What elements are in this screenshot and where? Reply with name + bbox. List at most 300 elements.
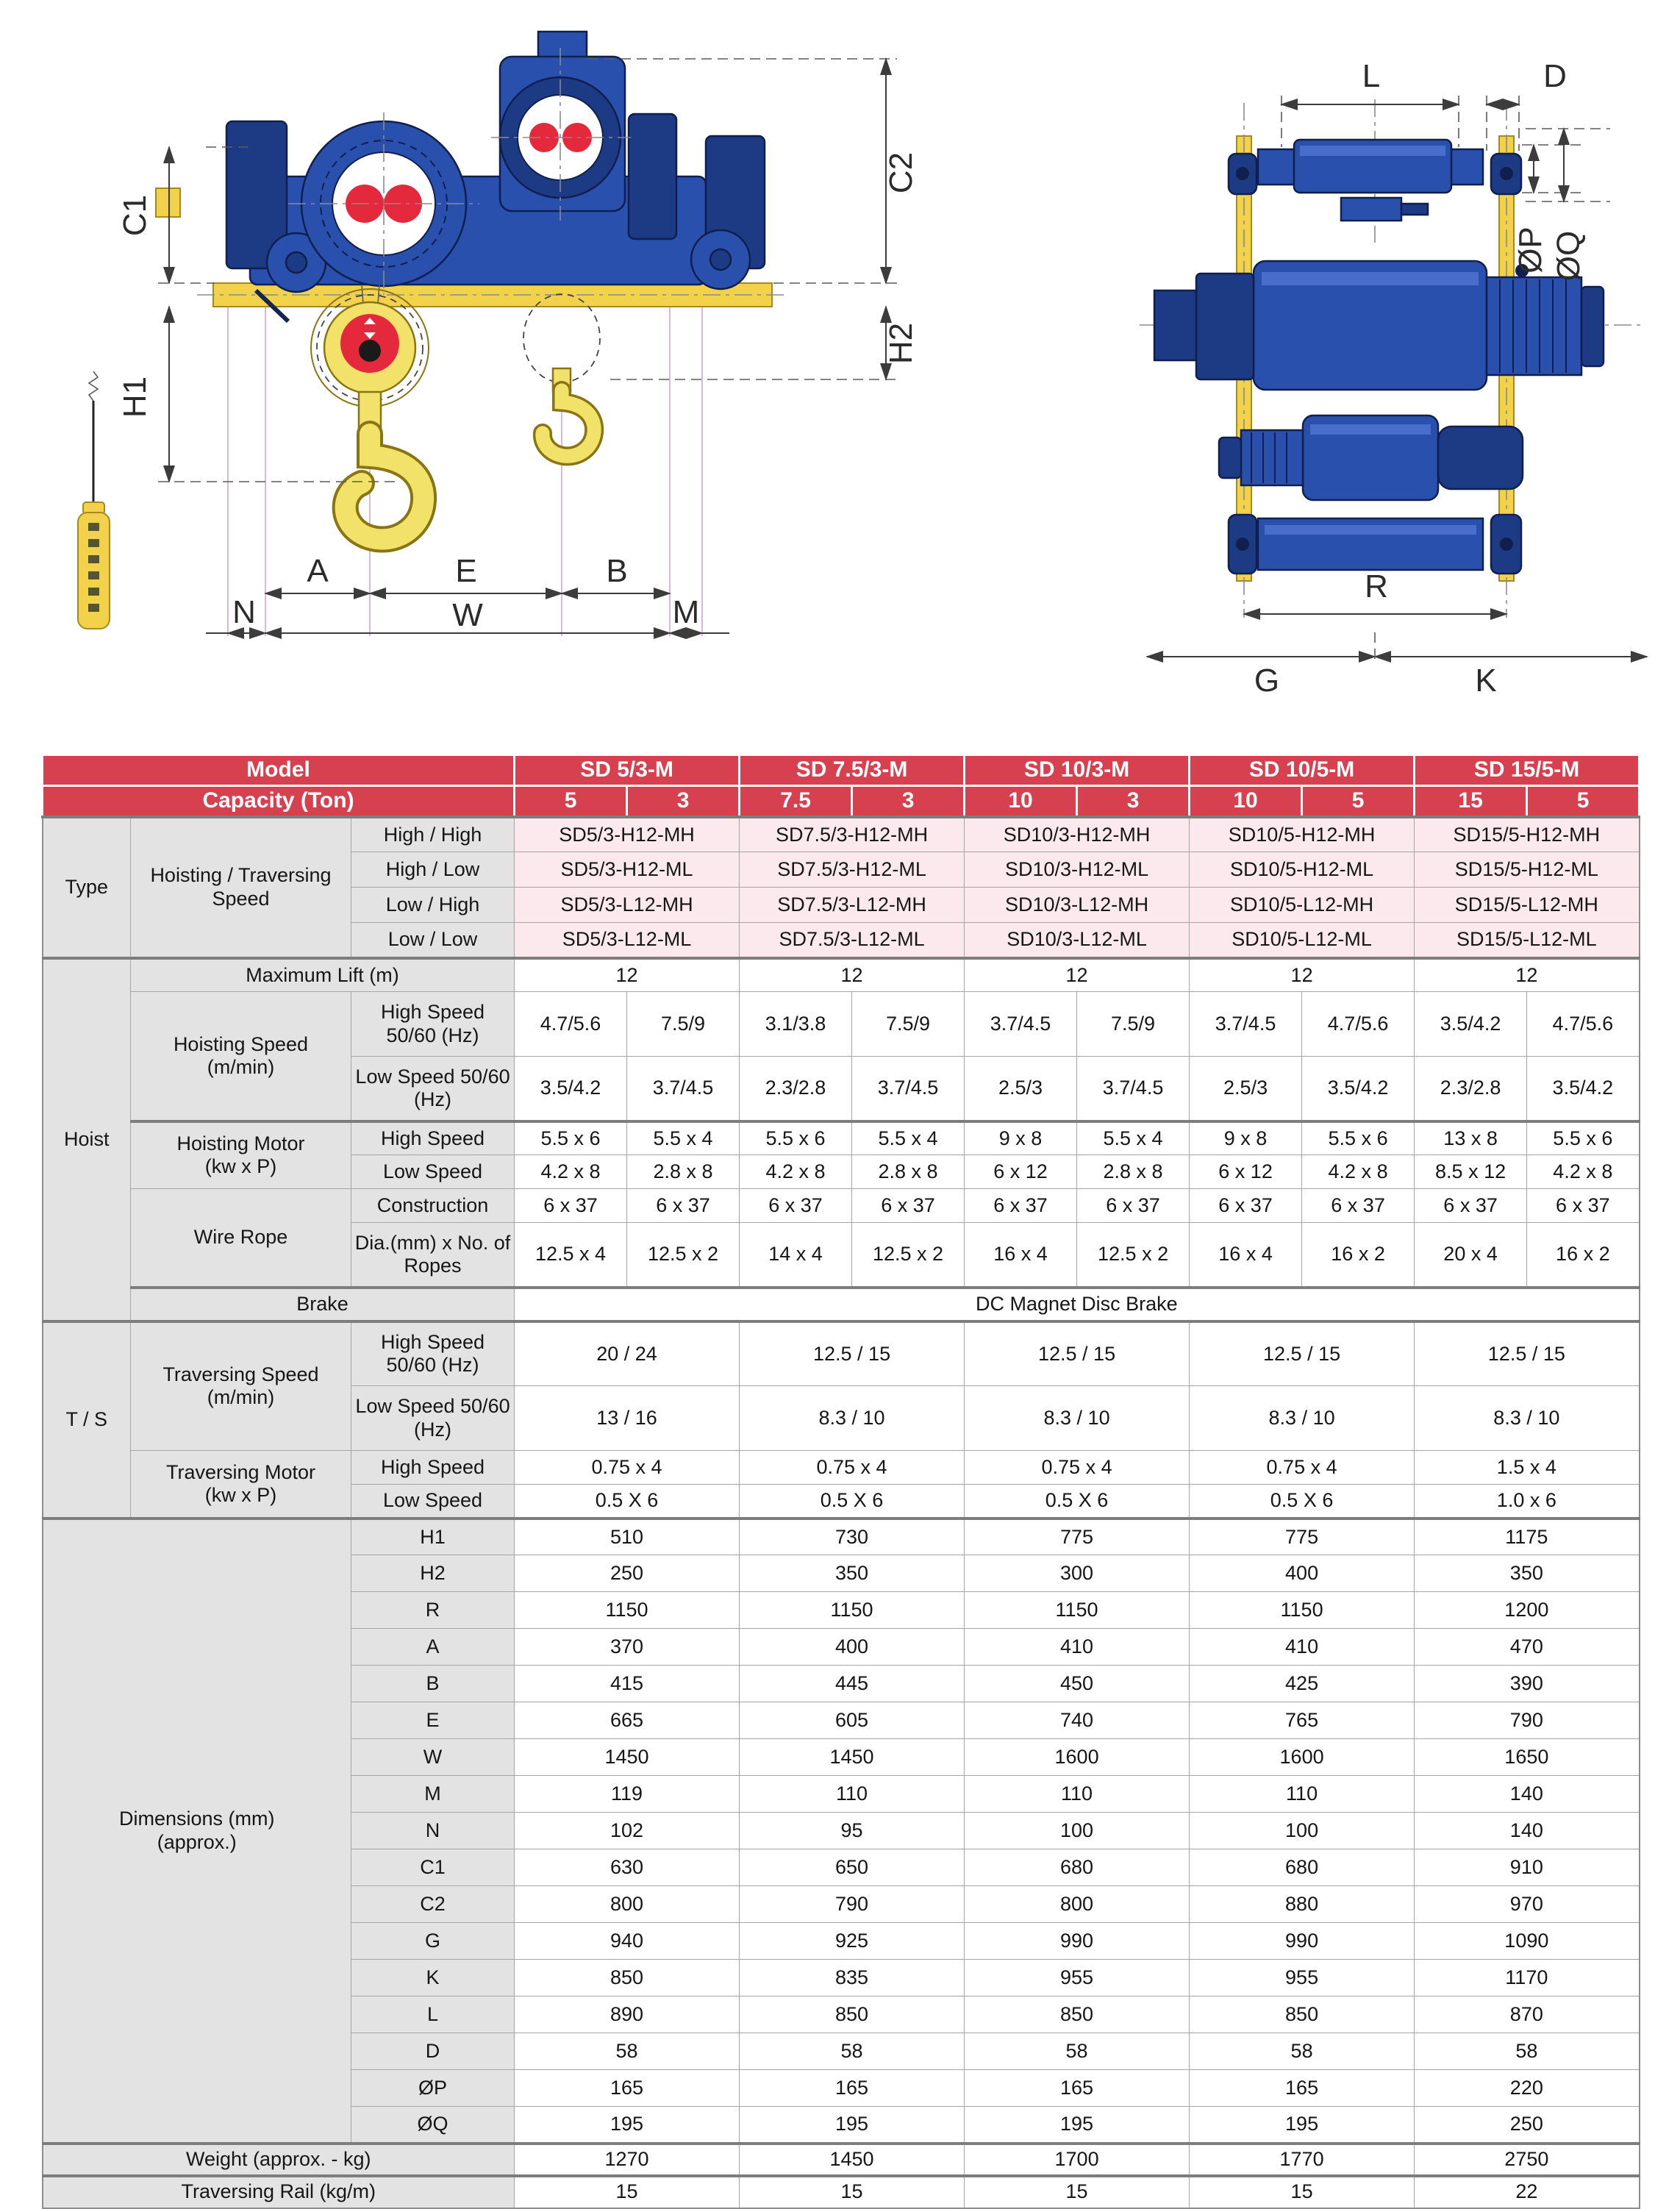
spec-value: 8.3 / 10 bbox=[1415, 1386, 1640, 1451]
rail-value: 15 bbox=[740, 2176, 965, 2208]
type-code: SD10/3-L12-MH bbox=[965, 888, 1190, 923]
rail-value: 22 bbox=[1415, 2176, 1640, 2208]
dim-label-a: A bbox=[307, 553, 329, 589]
spec-value: 16 x 4 bbox=[1190, 1223, 1302, 1288]
dim-value: 1175 bbox=[1415, 1519, 1640, 1555]
dim-value: 165 bbox=[1190, 2070, 1415, 2107]
dim-value: 1600 bbox=[965, 1739, 1190, 1776]
dim-label-e: E bbox=[455, 553, 477, 589]
capacity-value: 10 bbox=[1190, 786, 1302, 817]
dim-value: 630 bbox=[515, 1849, 740, 1886]
rail-value: 15 bbox=[515, 2176, 740, 2208]
dim-row-label: W bbox=[351, 1739, 515, 1776]
dim-value: 1150 bbox=[515, 1592, 740, 1629]
spec-value: 6 x 37 bbox=[515, 1189, 627, 1223]
specification-table bbox=[41, 754, 1640, 2209]
spec-value: 3.5/4.2 bbox=[1302, 1057, 1415, 1121]
capacity-header-row bbox=[43, 786, 1640, 817]
dim-value: 110 bbox=[740, 1776, 965, 1813]
type-code: SD10/5-L12-ML bbox=[1190, 923, 1415, 958]
dim-value: 730 bbox=[740, 1519, 965, 1555]
dim-value: 650 bbox=[740, 1849, 965, 1886]
spec-value: 8.3 / 10 bbox=[965, 1386, 1190, 1451]
dim-row-label: ØP bbox=[351, 2070, 515, 2107]
type-code: SD10/5-H12-MH bbox=[1190, 817, 1415, 852]
type-code: SD7.5/3-H12-MH bbox=[740, 817, 965, 852]
weight-value: 1270 bbox=[515, 2144, 740, 2176]
dim-value: 250 bbox=[515, 1555, 740, 1592]
spec-value: 0.75 x 4 bbox=[740, 1451, 965, 1485]
dim-value: 1150 bbox=[965, 1592, 1190, 1629]
dim-value: 510 bbox=[515, 1519, 740, 1555]
dim-value: 445 bbox=[740, 1666, 965, 1702]
dim-value: 1450 bbox=[740, 1739, 965, 1776]
dim-value: 102 bbox=[515, 1813, 740, 1849]
dim-label-m: M bbox=[672, 594, 700, 630]
dim-value: 870 bbox=[1415, 1996, 1640, 2033]
spec-value: 1.5 x 4 bbox=[1415, 1451, 1640, 1485]
dim-row-label: L bbox=[351, 1996, 515, 2033]
dim-value: 990 bbox=[1190, 1923, 1415, 1960]
dim-value: 990 bbox=[965, 1923, 1190, 1960]
group-label-line2: (kw x P) bbox=[204, 1155, 277, 1178]
row-label: Dia.(mm) x No. of Ropes bbox=[351, 1223, 515, 1288]
model-header-row bbox=[43, 755, 1640, 786]
spec-value: 6 x 37 bbox=[627, 1189, 740, 1223]
dim-value: 775 bbox=[1190, 1519, 1415, 1555]
dim-value: 800 bbox=[965, 1886, 1190, 1923]
type-code: SD15/5-L12-MH bbox=[1415, 888, 1640, 923]
spec-value: 12.5 x 2 bbox=[1077, 1223, 1190, 1288]
spec-value: 6 x 12 bbox=[1190, 1155, 1302, 1189]
capacity-value: 5 bbox=[1302, 786, 1415, 817]
wire-rope-construction-row bbox=[43, 1189, 1640, 1223]
dimension-row bbox=[43, 1519, 1640, 1555]
dim-label-c1: C1 bbox=[117, 194, 153, 237]
type-code: SD10/3-H12-ML bbox=[965, 852, 1190, 888]
type-code: SD5/3-L12-MH bbox=[515, 888, 740, 923]
type-row bbox=[43, 817, 1640, 852]
capacity-value: 3 bbox=[852, 786, 965, 817]
spec-value: 9 x 8 bbox=[965, 1121, 1077, 1155]
dim-label-h2: H2 bbox=[883, 322, 919, 365]
group-label-wire-rope: Wire Rope bbox=[131, 1189, 351, 1288]
group-label-line2: (kw x P) bbox=[204, 1483, 277, 1506]
dim-value: 220 bbox=[1415, 2070, 1640, 2107]
upper-sheave-housing bbox=[491, 32, 631, 221]
traverse-drive-assembly bbox=[1219, 415, 1523, 500]
spec-value: 2.8 x 8 bbox=[1077, 1155, 1190, 1189]
spec-value: 4.2 x 8 bbox=[1527, 1155, 1640, 1189]
dim-value: 665 bbox=[515, 1702, 740, 1739]
spec-value: 14 x 4 bbox=[740, 1223, 852, 1288]
pendant-controller bbox=[78, 371, 110, 629]
hoist-body bbox=[156, 32, 765, 321]
group-label-line1: Hoisting Speed bbox=[173, 1032, 309, 1055]
dim-row-label: E bbox=[351, 1702, 515, 1739]
dim-row-label: H2 bbox=[351, 1555, 515, 1592]
row-label: Low / Low bbox=[351, 923, 515, 958]
dim-value: 410 bbox=[965, 1629, 1190, 1666]
group-label bbox=[131, 1321, 351, 1451]
hoist-top-view-diagram bbox=[1125, 29, 1669, 706]
model-name: SD 15/5-M bbox=[1415, 755, 1640, 786]
type-code: SD15/5-H12-ML bbox=[1415, 852, 1640, 888]
spec-value: 0.5 X 6 bbox=[965, 1485, 1190, 1519]
dim-value: 410 bbox=[1190, 1629, 1415, 1666]
row-label: High Speed bbox=[351, 1451, 515, 1485]
spec-value: 3.1/3.8 bbox=[740, 992, 852, 1057]
capacity-header-label: Capacity (Ton) bbox=[43, 786, 515, 817]
spec-value: 16 x 2 bbox=[1527, 1223, 1640, 1288]
row-label: Low Speed 50/60 (Hz) bbox=[351, 1057, 515, 1121]
brake-value: DC Magnet Disc Brake bbox=[515, 1288, 1640, 1321]
spec-value: 2.3/2.8 bbox=[740, 1057, 852, 1121]
spec-value: 12 bbox=[1190, 958, 1415, 992]
spec-value: 2.5/3 bbox=[1190, 1057, 1302, 1121]
row-label: Low Speed 50/60 (Hz) bbox=[351, 1386, 515, 1451]
dim-value: 58 bbox=[515, 2033, 740, 2070]
rope-drum-assembly bbox=[1154, 261, 1604, 390]
row-label-brake: Brake bbox=[131, 1288, 515, 1321]
spec-value: 20 x 4 bbox=[1415, 1223, 1527, 1288]
spec-value: 12.5 / 15 bbox=[740, 1321, 965, 1386]
dim-value: 1150 bbox=[740, 1592, 965, 1629]
spec-value: 12.5 / 15 bbox=[1190, 1321, 1415, 1386]
dim-row-label: C2 bbox=[351, 1886, 515, 1923]
row-label: Construction bbox=[351, 1189, 515, 1223]
dim-row-label: R bbox=[351, 1592, 515, 1629]
dim-value: 1200 bbox=[1415, 1592, 1640, 1629]
rail-value: 15 bbox=[965, 2176, 1190, 2208]
group-label bbox=[131, 1121, 351, 1189]
dim-value: 1650 bbox=[1415, 1739, 1640, 1776]
dim-value: 890 bbox=[515, 1996, 740, 2033]
end-truck-top bbox=[1229, 140, 1521, 221]
type-code: SD5/3-L12-ML bbox=[515, 923, 740, 958]
dim-value: 400 bbox=[740, 1629, 965, 1666]
dim-value: 765 bbox=[1190, 1702, 1415, 1739]
spec-value: 6 x 37 bbox=[1527, 1189, 1640, 1223]
dim-value: 140 bbox=[1415, 1813, 1640, 1849]
dim-label-g: G bbox=[1254, 663, 1280, 699]
group-label-line1: Traversing Speed bbox=[162, 1363, 319, 1386]
spec-value: 12.5 / 15 bbox=[965, 1321, 1190, 1386]
dim-value: 195 bbox=[740, 2107, 965, 2144]
dim-row-label: N bbox=[351, 1813, 515, 1849]
weight-value: 1700 bbox=[965, 2144, 1190, 2176]
dim-row-label: K bbox=[351, 1960, 515, 1996]
dim-label-c2: C2 bbox=[883, 151, 919, 194]
traversing-motor-high-row bbox=[43, 1451, 1640, 1485]
type-code: SD5/3-H12-MH bbox=[515, 817, 740, 852]
spec-value: 0.75 x 4 bbox=[515, 1451, 740, 1485]
spec-value: 8.3 / 10 bbox=[740, 1386, 965, 1451]
dim-value: 850 bbox=[515, 1960, 740, 1996]
dim-value: 775 bbox=[965, 1519, 1190, 1555]
dim-value: 470 bbox=[1415, 1629, 1640, 1666]
model-name: SD 10/3-M bbox=[965, 755, 1190, 786]
row-label: High Speed bbox=[351, 1121, 515, 1155]
dim-value: 100 bbox=[965, 1813, 1190, 1849]
dim-row-label: D bbox=[351, 2033, 515, 2070]
spec-value: 3.7/4.5 bbox=[627, 1057, 740, 1121]
dim-row-label: C1 bbox=[351, 1849, 515, 1886]
dim-value: 390 bbox=[1415, 1666, 1640, 1702]
dim-row-label: ØQ bbox=[351, 2107, 515, 2144]
weight-row bbox=[43, 2144, 1640, 2176]
dim-value: 800 bbox=[515, 1886, 740, 1923]
type-code: SD10/5-H12-ML bbox=[1190, 852, 1415, 888]
spec-value: 5.5 x 6 bbox=[1527, 1121, 1640, 1155]
dim-value: 400 bbox=[1190, 1555, 1415, 1592]
dim-label-h1: H1 bbox=[117, 376, 153, 418]
spec-value: 13 / 16 bbox=[515, 1386, 740, 1451]
group-label-line2: (m/min) bbox=[207, 1386, 275, 1409]
spec-value: 12 bbox=[965, 958, 1190, 992]
dim-value: 910 bbox=[1415, 1849, 1640, 1886]
dim-value: 119 bbox=[515, 1776, 740, 1813]
spec-value: 3.7/4.5 bbox=[965, 992, 1077, 1057]
capacity-value: 5 bbox=[1527, 786, 1640, 817]
dim-value: 790 bbox=[1415, 1702, 1640, 1739]
dim-value: 955 bbox=[965, 1960, 1190, 1996]
dim-label-l: L bbox=[1362, 58, 1381, 94]
dim-value: 1450 bbox=[515, 1739, 740, 1776]
spec-value: 13 x 8 bbox=[1415, 1121, 1527, 1155]
spec-value: 0.5 X 6 bbox=[515, 1485, 740, 1519]
dim-value: 680 bbox=[1190, 1849, 1415, 1886]
dim-value: 350 bbox=[1415, 1555, 1640, 1592]
capacity-value: 3 bbox=[1077, 786, 1190, 817]
max-lift-row bbox=[43, 958, 1640, 992]
dim-value: 450 bbox=[965, 1666, 1190, 1702]
dim-value: 110 bbox=[1190, 1776, 1415, 1813]
capacity-value: 5 bbox=[515, 786, 627, 817]
dim-value: 415 bbox=[515, 1666, 740, 1702]
type-code: SD10/5-L12-MH bbox=[1190, 888, 1415, 923]
spec-value: 5.5 x 6 bbox=[740, 1121, 852, 1155]
dim-label-r: R bbox=[1365, 568, 1388, 604]
spec-value: 12.5 x 2 bbox=[627, 1223, 740, 1288]
dim-value: 955 bbox=[1190, 1960, 1415, 1996]
dim-value: 195 bbox=[515, 2107, 740, 2144]
spec-value: 6 x 37 bbox=[1302, 1189, 1415, 1223]
dim-value: 790 bbox=[740, 1886, 965, 1923]
dim-label-k: K bbox=[1475, 663, 1497, 699]
spec-value: 6 x 37 bbox=[852, 1189, 965, 1223]
weight-value: 1770 bbox=[1190, 2144, 1415, 2176]
section-label-type: Type bbox=[43, 817, 131, 958]
dim-label-d: D bbox=[1543, 58, 1567, 94]
dim-value: 195 bbox=[1190, 2107, 1415, 2144]
row-label: Low / High bbox=[351, 888, 515, 923]
row-label: High / High bbox=[351, 817, 515, 852]
hoist-front-view-diagram bbox=[29, 26, 1103, 732]
type-code: SD7.5/3-L12-MH bbox=[740, 888, 965, 923]
spec-value: 5.5 x 6 bbox=[1302, 1121, 1415, 1155]
type-code: SD15/5-H12-MH bbox=[1415, 817, 1640, 852]
group-label bbox=[131, 1451, 351, 1519]
dimensions-label-line1: Dimensions (mm) bbox=[118, 1807, 275, 1830]
spec-value: 12 bbox=[740, 958, 965, 992]
type-code: SD7.5/3-H12-ML bbox=[740, 852, 965, 888]
dim-value: 300 bbox=[965, 1555, 1190, 1592]
dim-value: 58 bbox=[965, 2033, 1190, 2070]
spec-value: 6 x 37 bbox=[965, 1189, 1077, 1223]
section-label-dimensions bbox=[43, 1519, 351, 2144]
dimensions-label-line2: (approx.) bbox=[157, 1830, 237, 1853]
spec-value: 5.5 x 6 bbox=[515, 1121, 627, 1155]
spec-value: 7.5/9 bbox=[627, 992, 740, 1057]
spec-value: 0.75 x 4 bbox=[965, 1451, 1190, 1485]
spec-value: 20 / 24 bbox=[515, 1321, 740, 1386]
dim-row-label: M bbox=[351, 1776, 515, 1813]
dim-value: 740 bbox=[965, 1702, 1190, 1739]
row-label-weight: Weight (approx. - kg) bbox=[43, 2144, 515, 2176]
spec-value: 12 bbox=[1415, 958, 1640, 992]
spec-value: 3.5/4.2 bbox=[1415, 992, 1527, 1057]
row-label: Maximum Lift (m) bbox=[131, 958, 515, 992]
dim-label-b: B bbox=[606, 553, 628, 589]
spec-value: 0.5 X 6 bbox=[1190, 1485, 1415, 1519]
traversing-rail-row bbox=[43, 2176, 1640, 2208]
dim-value: 58 bbox=[740, 2033, 965, 2070]
dim-value: 835 bbox=[740, 1960, 965, 1996]
spec-value: 6 x 37 bbox=[1077, 1189, 1190, 1223]
group-label-line1: Traversing Motor bbox=[165, 1460, 316, 1483]
dim-value: 95 bbox=[740, 1813, 965, 1849]
dim-value: 970 bbox=[1415, 1886, 1640, 1923]
spec-value: 3.7/4.5 bbox=[852, 1057, 965, 1121]
dim-label-w: W bbox=[452, 597, 483, 633]
spec-value: 6 x 12 bbox=[965, 1155, 1077, 1189]
dim-value: 58 bbox=[1415, 2033, 1640, 2070]
spec-value: 3.5/4.2 bbox=[515, 1057, 627, 1121]
dim-value: 1150 bbox=[1190, 1592, 1415, 1629]
spec-value: 5.5 x 4 bbox=[627, 1121, 740, 1155]
spec-value: 1.0 x 6 bbox=[1415, 1485, 1640, 1519]
traversing-speed-high-row bbox=[43, 1321, 1640, 1386]
dim-value: 1090 bbox=[1415, 1923, 1640, 1960]
dim-value: 425 bbox=[1190, 1666, 1415, 1702]
dim-row-label: B bbox=[351, 1666, 515, 1702]
dim-label-n: N bbox=[232, 594, 256, 630]
type-group-label: Hoisting / Traversing Speed bbox=[131, 817, 351, 958]
dim-value: 1170 bbox=[1415, 1960, 1640, 1996]
spec-value: 0.5 X 6 bbox=[740, 1485, 965, 1519]
dim-value: 350 bbox=[740, 1555, 965, 1592]
type-code: SD7.5/3-L12-ML bbox=[740, 923, 965, 958]
dim-value: 1600 bbox=[1190, 1739, 1415, 1776]
spec-value: 12.5 / 15 bbox=[1415, 1321, 1640, 1386]
group-label-line2: (m/min) bbox=[207, 1055, 275, 1078]
dim-value: 165 bbox=[515, 2070, 740, 2107]
model-name: SD 5/3-M bbox=[515, 755, 740, 786]
type-code: SD5/3-H12-ML bbox=[515, 852, 740, 888]
type-code: SD10/3-H12-MH bbox=[965, 817, 1190, 852]
spec-value: 4.2 x 8 bbox=[515, 1155, 627, 1189]
capacity-value: 10 bbox=[965, 786, 1077, 817]
model-name: SD 7.5/3-M bbox=[740, 755, 965, 786]
dim-value: 605 bbox=[740, 1702, 965, 1739]
end-truck-bottom bbox=[1229, 515, 1521, 574]
dim-value: 850 bbox=[1190, 1996, 1415, 2033]
dim-value: 925 bbox=[740, 1923, 965, 1960]
dim-value: 195 bbox=[965, 2107, 1190, 2144]
spec-value: 5.5 x 4 bbox=[1077, 1121, 1190, 1155]
group-label bbox=[131, 992, 351, 1121]
dim-value: 100 bbox=[1190, 1813, 1415, 1849]
row-label: Low Speed bbox=[351, 1155, 515, 1189]
dim-value: 165 bbox=[965, 2070, 1190, 2107]
type-code: SD15/5-L12-ML bbox=[1415, 923, 1640, 958]
dim-row-label: H1 bbox=[351, 1519, 515, 1555]
spec-value: 12.5 x 4 bbox=[515, 1223, 627, 1288]
model-name: SD 10/5-M bbox=[1190, 755, 1415, 786]
type-code: SD10/3-L12-ML bbox=[965, 923, 1190, 958]
model-header-label: Model bbox=[43, 755, 515, 786]
rail-value: 15 bbox=[1190, 2176, 1415, 2208]
spec-value: 3.7/4.5 bbox=[1077, 1057, 1190, 1121]
spec-value: 4.7/5.6 bbox=[1527, 992, 1640, 1057]
spec-value: 5.5 x 4 bbox=[852, 1121, 965, 1155]
brake-row bbox=[43, 1288, 1640, 1321]
dim-value: 58 bbox=[1190, 2033, 1415, 2070]
dim-row-label: A bbox=[351, 1629, 515, 1666]
dim-value: 850 bbox=[965, 1996, 1190, 2033]
dim-value: 110 bbox=[965, 1776, 1190, 1813]
spec-value: 3.7/4.5 bbox=[1190, 992, 1302, 1057]
spec-value: 2.8 x 8 bbox=[627, 1155, 740, 1189]
dim-value: 140 bbox=[1415, 1776, 1640, 1813]
spec-value: 16 x 4 bbox=[965, 1223, 1077, 1288]
capacity-value: 15 bbox=[1415, 786, 1527, 817]
dim-value: 880 bbox=[1190, 1886, 1415, 1923]
spec-value: 2.5/3 bbox=[965, 1057, 1077, 1121]
dim-value: 850 bbox=[740, 1996, 965, 2033]
spec-value: 4.7/5.6 bbox=[1302, 992, 1415, 1057]
weight-value: 1450 bbox=[740, 2144, 965, 2176]
dim-value: 680 bbox=[965, 1849, 1190, 1886]
dim-label-p: ØP bbox=[1512, 226, 1548, 274]
dim-label-q: ØQ bbox=[1551, 230, 1587, 282]
spec-value: 8.3 / 10 bbox=[1190, 1386, 1415, 1451]
hoisting-speed-high-row bbox=[43, 992, 1640, 1057]
spec-value: 2.3/2.8 bbox=[1415, 1057, 1527, 1121]
capacity-value: 3 bbox=[627, 786, 740, 817]
spec-value: 4.2 x 8 bbox=[740, 1155, 852, 1189]
dim-value: 370 bbox=[515, 1629, 740, 1666]
spec-value: 8.5 x 12 bbox=[1415, 1155, 1527, 1189]
spec-value: 6 x 37 bbox=[1415, 1189, 1527, 1223]
spec-value: 6 x 37 bbox=[740, 1189, 852, 1223]
spec-value: 6 x 37 bbox=[1190, 1189, 1302, 1223]
dim-value: 250 bbox=[1415, 2107, 1640, 2144]
row-label: High / Low bbox=[351, 852, 515, 888]
dim-row-label: G bbox=[351, 1923, 515, 1960]
hoisting-motor-high-row bbox=[43, 1121, 1640, 1155]
spec-value: 3.5/4.2 bbox=[1527, 1057, 1640, 1121]
spec-value: 0.75 x 4 bbox=[1190, 1451, 1415, 1485]
dim-value: 940 bbox=[515, 1923, 740, 1960]
spec-value: 7.5/9 bbox=[852, 992, 965, 1057]
spec-value: 12 bbox=[515, 958, 740, 992]
spec-value: 4.2 x 8 bbox=[1302, 1155, 1415, 1189]
spec-value: 12.5 x 2 bbox=[852, 1223, 965, 1288]
section-label-hoist: Hoist bbox=[43, 958, 131, 1321]
spec-value: 7.5/9 bbox=[1077, 992, 1190, 1057]
